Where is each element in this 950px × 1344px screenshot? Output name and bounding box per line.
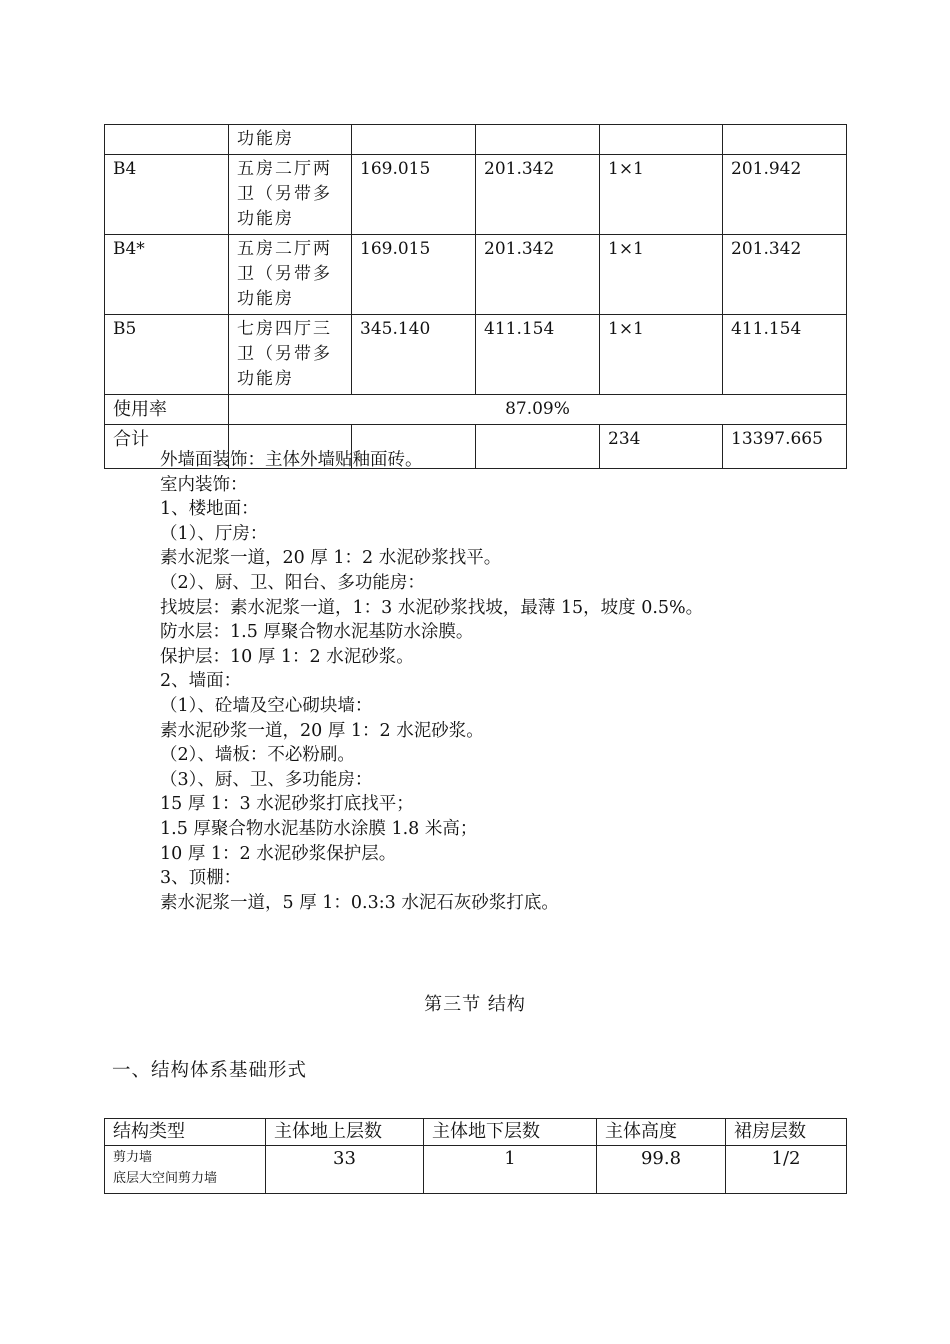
total-count: 234: [600, 425, 723, 469]
column-header: 裙房层数: [726, 1119, 847, 1146]
unit-area-table: [104, 124, 847, 469]
column-header: 主体地下层数: [424, 1119, 597, 1146]
table-cell: 1×1: [600, 155, 723, 235]
structure-table: [104, 1118, 847, 1194]
text-line: 防水层：1.5 厚聚合物水泥基防水涂膜。: [160, 622, 474, 643]
table-row: [105, 125, 847, 155]
unit-type-cell: B4*: [105, 235, 229, 315]
text-line: 找坡层：素水泥浆一道，1：3 水泥砂浆找坡，最薄 15，坡度 0.5%。: [160, 597, 704, 618]
table-cell: 169.015: [352, 235, 476, 315]
decoration-description: [160, 448, 840, 915]
column-header: 主体地上层数: [266, 1119, 424, 1146]
table-cell: 99.8: [597, 1146, 726, 1194]
table-row: [105, 155, 847, 235]
table-cell: [723, 125, 847, 155]
table-cell: [476, 125, 600, 155]
total-area: 13397.665: [723, 425, 847, 469]
layout-cell: 五房二厅两卫（另带多功能房: [229, 235, 352, 315]
table-cell: 411.154: [723, 315, 847, 395]
column-header: 结构类型: [105, 1119, 266, 1146]
text-line: 素水泥砂浆一道，20 厚 1：2 水泥砂浆。: [160, 720, 484, 741]
layout-cell: 七房四厅三卫（另带多功能房: [229, 315, 352, 395]
table-row: [105, 235, 847, 315]
structure-type-line: 剪力墙: [113, 1150, 153, 1165]
text-line: 室内装饰：: [160, 474, 248, 495]
text-line: （2）、厨、卫、阳台、多功能房：: [160, 572, 425, 593]
sub-heading: 一、结构体系基础形式: [112, 1060, 308, 1081]
section-title: 第三节 结构: [424, 994, 526, 1015]
text-line: 保护层：10 厚 1：2 水泥砂浆。: [160, 646, 414, 667]
text-line: 1.5 厚聚合物水泥基防水涂膜 1.8 米高；: [160, 818, 478, 839]
usage-row: [105, 395, 847, 425]
table-row: [105, 315, 847, 395]
structure-type-line: 底层大空间剪力墙: [113, 1171, 218, 1186]
table-cell: 169.015: [352, 155, 476, 235]
table-cell: 345.140: [352, 315, 476, 395]
usage-label: 使用率: [105, 395, 229, 425]
text-line: 10 厚 1：2 水泥砂浆保护层。: [160, 843, 397, 864]
table-cell: 201.342: [723, 235, 847, 315]
unit-type-cell: B5: [105, 315, 229, 395]
table-cell: 411.154: [476, 315, 600, 395]
text-line: 素水泥浆一道，5 厚 1：0.3:3 水泥石灰砂浆打底。: [160, 892, 559, 913]
text-line: （2）、墙板：不必粉刷。: [160, 745, 355, 766]
table-cell: [600, 125, 723, 155]
text-line: （1）、砼墙及空心砌块墙：: [160, 695, 373, 716]
table-cell: 201.942: [723, 155, 847, 235]
table-cell: 33: [266, 1146, 424, 1194]
text-line: （1）、厅房：: [160, 523, 268, 544]
unit-type-cell: B4: [105, 155, 229, 235]
text-line: 素水泥浆一道，20 厚 1：2 水泥砂浆找平。: [160, 548, 502, 569]
table-cell: 1/2: [726, 1146, 847, 1194]
column-header: 主体高度: [597, 1119, 726, 1146]
text-line: 15 厚 1：3 水泥砂浆打底找平；: [160, 794, 414, 815]
text-line: 3、顶棚：: [160, 868, 242, 889]
layout-cell: 五房二厅两卫（另带多功能房: [229, 155, 352, 235]
text-line: 2、墙面：: [160, 671, 242, 692]
table-row: [105, 1146, 847, 1194]
table-cell: 功能房: [229, 125, 352, 155]
table-cell: 1: [424, 1146, 597, 1194]
table-cell: 201.342: [476, 155, 600, 235]
total-label: 合计: [105, 425, 229, 469]
usage-value: 87.09%: [229, 395, 847, 425]
structure-type-cell: [105, 1146, 266, 1194]
table-cell: [352, 125, 476, 155]
table-header-row: [105, 1119, 847, 1146]
table-cell: [105, 125, 229, 155]
text-line: （3）、厨、卫、多功能房：: [160, 769, 373, 790]
table-cell: 1×1: [600, 235, 723, 315]
table-cell: 1×1: [600, 315, 723, 395]
text-line: 外墙面装饰：主体外墙贴釉面砖。: [160, 450, 423, 470]
text-line: 1、楼地面：: [160, 499, 259, 520]
table-cell: 201.342: [476, 235, 600, 315]
